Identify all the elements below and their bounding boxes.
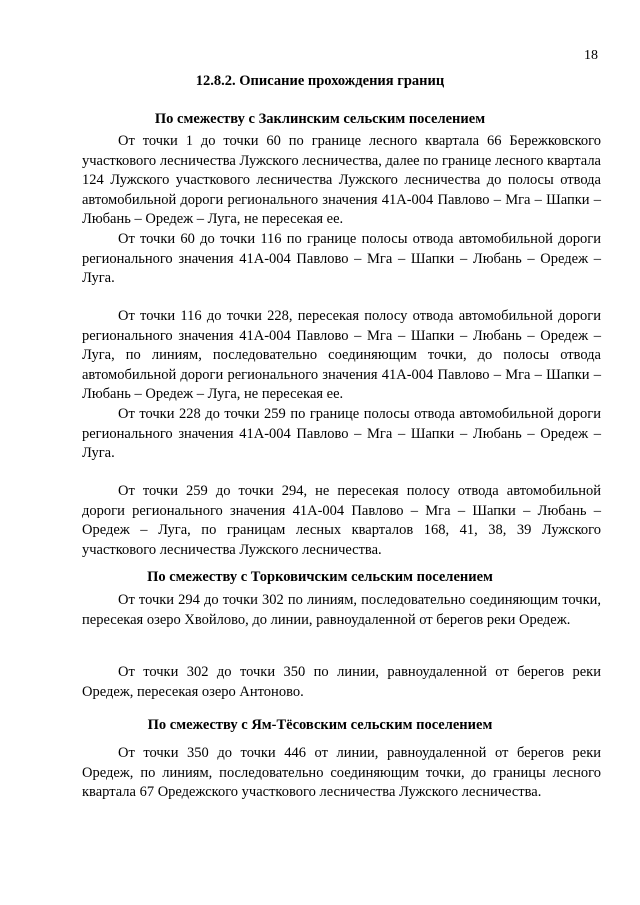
- page-number: 18: [584, 48, 598, 63]
- section-heading-zaklinsky: По смежеству с Заклинским сельским поселением: [154, 111, 486, 127]
- paragraph: От точки 228 до точки 259 по границе полосы отвода автомобильной дороги регионального значения 41А-004 Павлово – Мга – Шапки – Любань – Оредеж – Луга.: [82, 406, 601, 461]
- paragraph: От точки 294 до точки 302 по линиям, последовательно соединяющим точки, пересекая озеро Хвойлово, до линии, равноудаленной от берегов реки Оредеж.: [82, 592, 601, 628]
- paragraph: От точки 350 до точки 446 от линии, равноудаленной от берегов реки Оредеж, по линиям, последовательно соединяющим точки, до границы лесного квартала 67 Оредежского участкового лесничества Лужского лесничества.: [82, 745, 601, 800]
- paragraph: От точки 302 до точки 350 по линии, равноудаленной от берегов реки Оредеж, пересекая озеро Антоново.: [82, 664, 601, 700]
- section-heading-torkovichi: По смежеству с Торковичским сельским поселением: [147, 569, 493, 585]
- section-heading-yam-tesovo: По смежеству с Ям-Тёсовским сельским поселением: [147, 717, 493, 733]
- paragraph: От точки 60 до точки 116 по границе полосы отвода автомобильной дороги регионального значения 41А-004 Павлово – Мга – Шапки – Любань – Оредеж – Луга.: [82, 231, 601, 286]
- paragraph: От точки 1 до точки 60 по границе лесного квартала 66 Бережковского участкового лесничества Лужского лесничества, далее по границе лесного квартала 124 Лужского участкового лесничества Лужского лесничества до полосы отвода автомобильной дороги регионального значения 41А-004 Павлово – Мга – Шапки – Любань – Оредеж – Луга, не пересекая ее.: [82, 133, 601, 227]
- paragraph: От точки 116 до точки 228, пересекая полосу отвода автомобильной дороги регионального значения 41А-004 Павлово – Мга – Шапки – Любань – Оредеж – Луга, по линиям, последовательно соединяющим точки, до полосы отвода автомобильной дороги регионального значения 41А-004 Павлово – Мга – Шапки – Любань – Оредеж – Луга, не пересекая ее.: [82, 308, 601, 402]
- document-title: 12.8.2. Описание прохождения границ: [195, 73, 445, 89]
- paragraph: От точки 259 до точки 294, не пересекая полосу отвода автомобильной дороги регионального значения 41А-004 Павлово – Мга – Шапки – Любань – Оредеж – Луга, по границам лесных кварталов 168, 41, 38, 39 Лужского участкового лесничества Лужского лесничества.: [82, 483, 601, 558]
